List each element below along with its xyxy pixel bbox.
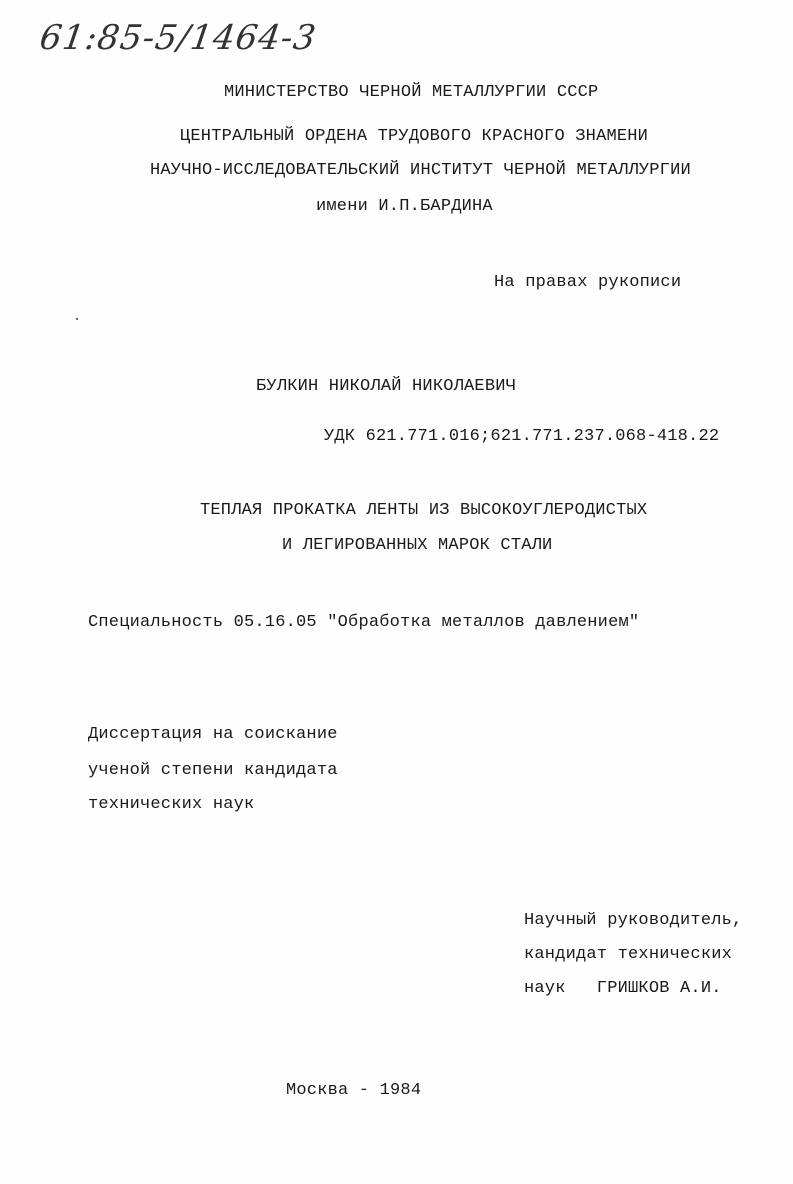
- supervisor-line-3: наук ГРИШКОВ А.И.: [524, 979, 722, 998]
- author-name: БУЛКИН НИКОЛАЙ НИКОЛАЕВИЧ: [256, 377, 517, 396]
- title-line-1: ТЕПЛАЯ ПРОКАТКА ЛЕНТЫ ИЗ ВЫСОКОУГЛЕРОДИСТЫХ: [200, 501, 648, 520]
- specialty: Специальность 05.16.05 "Обработка металлов давлением": [88, 613, 640, 632]
- ministry-name: МИНИСТЕРСТВО ЧЕРНОЙ МЕТАЛЛУРГИИ СССР: [224, 83, 599, 102]
- stray-mark: [76, 318, 78, 320]
- place-and-year: Москва - 1984: [286, 1081, 422, 1100]
- supervisor-line-2: кандидат технических: [524, 945, 733, 964]
- supervisor-line-1: Научный руководитель,: [524, 911, 743, 930]
- institute-line-3: имени И.П.БАРДИНА: [316, 197, 493, 216]
- manuscript-note: На правах рукописи: [494, 273, 682, 292]
- dissertation-line-2: ученой степени кандидата: [88, 761, 338, 780]
- dissertation-line-1: Диссертация на соискание: [88, 725, 338, 744]
- institute-line-2: НАУЧНО-ИССЛЕДОВАТЕЛЬСКИЙ ИНСТИТУТ ЧЕРНОЙ МЕТАЛЛУРГИИ: [150, 161, 691, 180]
- dissertation-line-3: технических наук: [88, 795, 255, 814]
- institute-line-1: ЦЕНТРАЛЬНЫЙ ОРДЕНА ТРУДОВОГО КРАСНОГО ЗНАМЕНИ: [180, 127, 649, 146]
- title-line-2: И ЛЕГИРОВАННЫХ МАРОК СТАЛИ: [282, 536, 553, 555]
- archive-mark: 61:85-5/1464-3: [37, 18, 320, 58]
- udc-code: УДК 621.771.016;621.771.237.068-418.22: [324, 427, 720, 446]
